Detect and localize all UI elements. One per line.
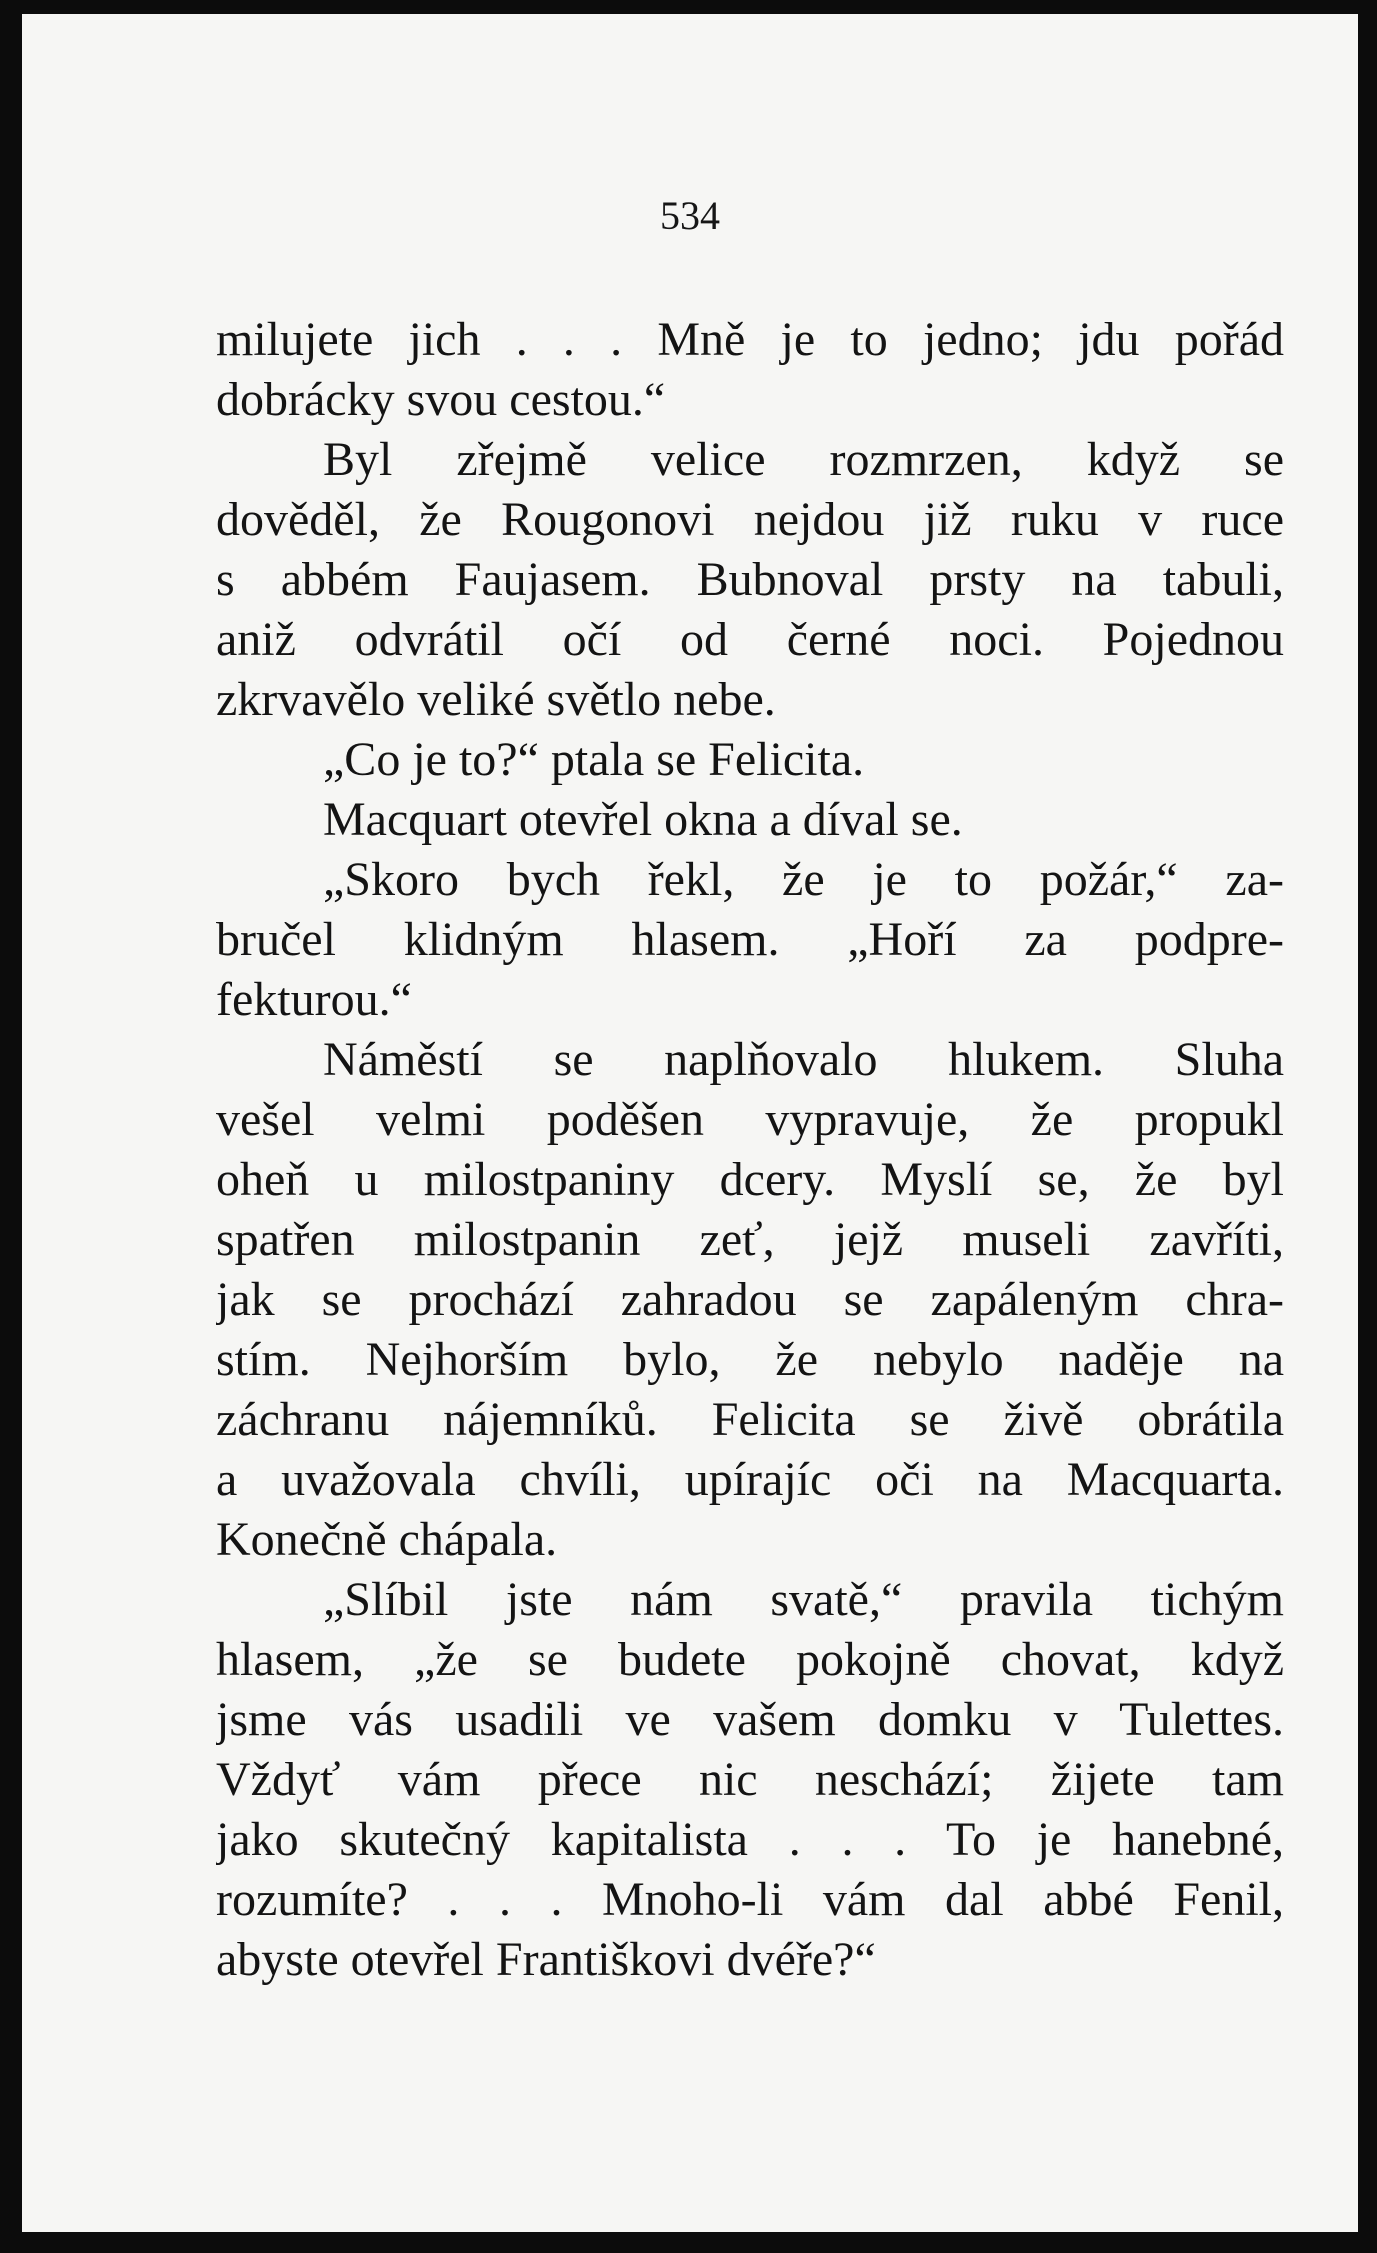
book-page: [22, 14, 1358, 2232]
text-line: zkrvavělo veliké světlo nebe.: [216, 673, 776, 726]
text-line: jsme vás usadili ve vašem domku v Tulettes.: [216, 1693, 1284, 1746]
text-line: Konečně chápala.: [216, 1513, 558, 1566]
text-line: „Co je to?“ ptala se Felicita.: [323, 733, 865, 786]
text-line: fekturou.“: [216, 973, 412, 1026]
text-line: Náměstí se naplňovalo hlukem. Sluha: [323, 1033, 1284, 1086]
page-number: 534: [660, 193, 720, 238]
text-line: Byl zřejmě velice rozmrzen, když se: [323, 433, 1284, 486]
text-line: vešel velmi poděšen vypravuje, že propukl: [216, 1093, 1284, 1146]
text-line: „Slíbil jste nám svatě,“ pravila tichým: [323, 1573, 1284, 1626]
text-line: bručel klidným hlasem. „Hoří za podpre-: [216, 913, 1284, 966]
text-line: Macquart otevřel okna a díval se.: [323, 793, 963, 846]
text-line: rozumíte? . . . Mnoho-li vám dal abbé Fenil,: [216, 1873, 1284, 1926]
text-line: aniž odvrátil očí od černé noci. Pojednou: [216, 613, 1284, 666]
text-line: dověděl, že Rougonovi nejdou již ruku v ruce: [216, 493, 1284, 546]
text-line: a uvažovala chvíli, upírajíc oči na Macquarta.: [216, 1453, 1284, 1506]
text-line: stím. Nejhorším bylo, že nebylo naděje na: [216, 1333, 1284, 1386]
text-line: s abbém Faujasem. Bubnoval prsty na tabuli,: [216, 553, 1284, 606]
body-text: [216, 310, 1284, 1990]
text-line: jako skutečný kapitalista . . . To je hanebné,: [216, 1813, 1284, 1866]
text-line: spatřen milostpanin zeť, jejž museli zavříti,: [216, 1213, 1284, 1266]
text-line: milujete jich . . . Mně je to jedno; jdu pořád: [216, 313, 1284, 366]
text-line: Vždyť vám přece nic neschází; žijete tam: [216, 1753, 1284, 1806]
text-line: oheň u milostpaniny dcery. Myslí se, že byl: [216, 1153, 1284, 1206]
text-line: abyste otevřel Františkovi dvéře?“: [216, 1933, 876, 1986]
text-line: dobrácky svou cestou.“: [216, 373, 666, 426]
text-line: hlasem, „že se budete pokojně chovat, když: [216, 1633, 1284, 1686]
text-line: záchranu nájemníků. Felicita se živě obrátila: [216, 1393, 1284, 1446]
text-line: jak se prochází zahradou se zapáleným chra-: [216, 1273, 1284, 1326]
text-line: „Skoro bych řekl, že je to požár,“ za-: [323, 853, 1284, 906]
